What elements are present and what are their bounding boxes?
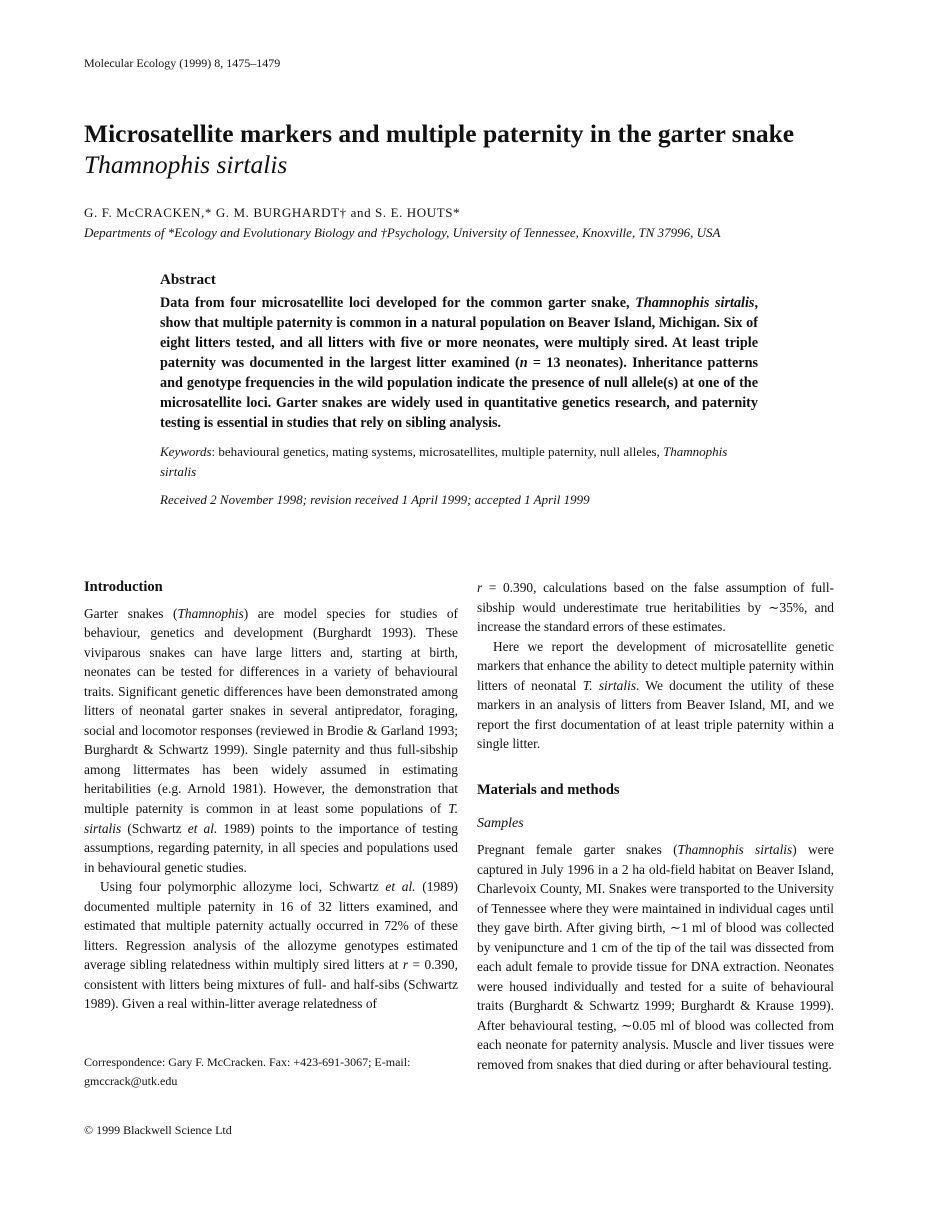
- text-segment: Using four polymorphic allozyme loci, Schwartz: [100, 879, 386, 895]
- text-segment: ) are model species for studies of behaviour, genetics and development (Burghardt 1993). These viviparous snakes can have large litters and, starting at birth, neonates can be tested for differences in a variety of behavioural traits. Significant genetic differences have been demonstrated among litters of neonatal garter snakes in several antipredator, foraging, social and locomotor responses (reviewed in Brodie & Garland 1993; Burghardt & Schwartz 1999). Single paternity and thus full-sibship among littermates has been widely assumed in estimating heritabilities (e.g. Arnold 1981). However, the demonstration that multiple paternity is common in at least some populations of: [84, 605, 458, 817]
- text-segment: (Schwartz: [121, 820, 188, 836]
- introduction-heading: Introduction: [84, 579, 163, 595]
- text-segment: . We document the utility of these markers in an analysis of litters from Beaver Island, MI, and we report the first documentation of at least triple paternity within a single litter.: [477, 677, 834, 752]
- paper-title: [84, 118, 844, 180]
- intro-paragraph-3: [477, 637, 834, 754]
- keywords-label: Keywords: [160, 444, 212, 459]
- intro-paragraph-2: [84, 877, 458, 1014]
- copyright: © 1999 Blackwell Science Ltd: [84, 1123, 232, 1137]
- right-column: [477, 578, 834, 1075]
- text-segment: (1989) documented multiple paternity in 16 of 32 litters examined, and estimated that multiple paternity actually occurred in 72% of these litters. Regression analysis of the allozyme genotypes estimated average sibling relatedness within multiply sired litters at: [84, 879, 458, 973]
- abstract-heading: Abstract: [160, 272, 216, 288]
- text-segment: = 0.390, consistent with litters being mixtures of full- and half-sibs (Schwartz 1989). Given a real within-litter average relatedness of: [84, 957, 458, 1012]
- samples-paragraph: [477, 840, 834, 1075]
- affiliation: Departments of *Ecology and Evolutionary Biology and †Psychology, University of Tennessee, Knoxville, TN 37996, USA: [84, 225, 721, 240]
- text-segment: = 13 neonates). Inheritance patterns and genotype frequencies in the wild population indicate the presence of null allele(s) at one of the microsatellite loci. Garter snakes are widely used in quantitative genetics research, and paternity testing is essential in studies that rely on sibling analysis.: [160, 355, 758, 431]
- italic-text-segment: r: [402, 957, 409, 973]
- title-species: Thamnophis sirtalis: [84, 150, 288, 179]
- italic-text-segment: n: [519, 355, 528, 371]
- text-segment: Here we report the development of microsatellite genetic markers that enhance the ability to detect multiple paternity within litters of neonatal: [477, 638, 834, 693]
- text-segment: Garter snakes (: [84, 605, 178, 621]
- italic-text-segment: et al.: [187, 820, 218, 836]
- journal-citation: Molecular Ecology (1999) 8, 1475–1479: [84, 56, 281, 70]
- italic-text-segment: et al.: [385, 879, 416, 895]
- italic-text-segment: Thamnophis sirtalis: [635, 295, 755, 311]
- received-dates: Received 2 November 1998; revision received 1 April 1999; accepted 1 April 1999: [160, 492, 590, 507]
- italic-text-segment: Thamnophis: [177, 605, 244, 621]
- italic-text-segment: Thamnophis sirtalis: [677, 842, 793, 858]
- text-segment: , show that multiple paternity is common in a natural population on Beaver Island, Michigan. Six of eight litters tested, and all litters with five or more neonates, were multiply sired. At least triple paternity was documented in the largest litter examined (: [160, 295, 758, 371]
- abstract-section: [160, 272, 758, 508]
- text-segment: 1989) points to the importance of testing assumptions, regarding paternity, in all species and populations used in behavioural genetic studies.: [84, 820, 459, 875]
- text-segment: Pregnant female garter snakes (: [477, 842, 678, 858]
- text-segment: Data from four microsatellite loci developed for the common garter snake,: [160, 295, 636, 311]
- keywords: [160, 442, 758, 482]
- intro-paragraph-1: [84, 604, 458, 878]
- italic-text-segment: r: [477, 580, 483, 595]
- text-segment: = 0.390, calculations based on the false assumption of full-sibship would underestimate true heritabilities by ∼35%, and increase the standard errors of these estimates.: [477, 580, 834, 635]
- title-main: Microsatellite markers and multiple paternity in the garter snake: [84, 119, 795, 148]
- text-segment: ) were captured in July 1996 in a 2 ha old-field habitat on Beaver Island, Charlevoix County, MI. Snakes were transported to the University of Tennessee where they were maintained in individual cages until they gave birth. After giving birth, ∼1 ml of blood was collected by venipuncture and 1 cm of the tip of the tail was dissected from each adult female to provide tissue for DNA extraction. Neonates were housed individually and tested for a suite of behavioural traits (Burghardt & Schwartz 1999; Burghardt & Krause 1999). After behavioural testing, ∼0.05 ml of blood was collected from each neonate for paternity analysis. Muscle and liver tissues were removed from snakes that died during or after behavioural testing.: [477, 842, 835, 1073]
- methods-heading: Materials and methods: [477, 781, 620, 798]
- samples-subheading: Samples: [477, 816, 524, 832]
- italic-text-segment: T. sirtalis: [84, 801, 458, 836]
- left-column: [84, 578, 458, 1014]
- abstract-text: [160, 293, 758, 433]
- keywords-list: : behavioural genetics, mating systems, microsatellites, multiple paternity, null alleles,: [211, 444, 664, 459]
- italic-text-segment: T. sirtalis: [582, 677, 637, 693]
- intro-paragraph-2-continued: [477, 578, 834, 637]
- correspondence-note: Correspondence: Gary F. McCracken. Fax: +423-691-3067; E-mail: gmccrack@utk.edu: [84, 1055, 411, 1088]
- authors: G. F. McCRACKEN,* G. M. BURGHARDT† and S. E. HOUTS*: [84, 205, 461, 220]
- keywords-species: Thamnophis sirtalis: [160, 444, 728, 479]
